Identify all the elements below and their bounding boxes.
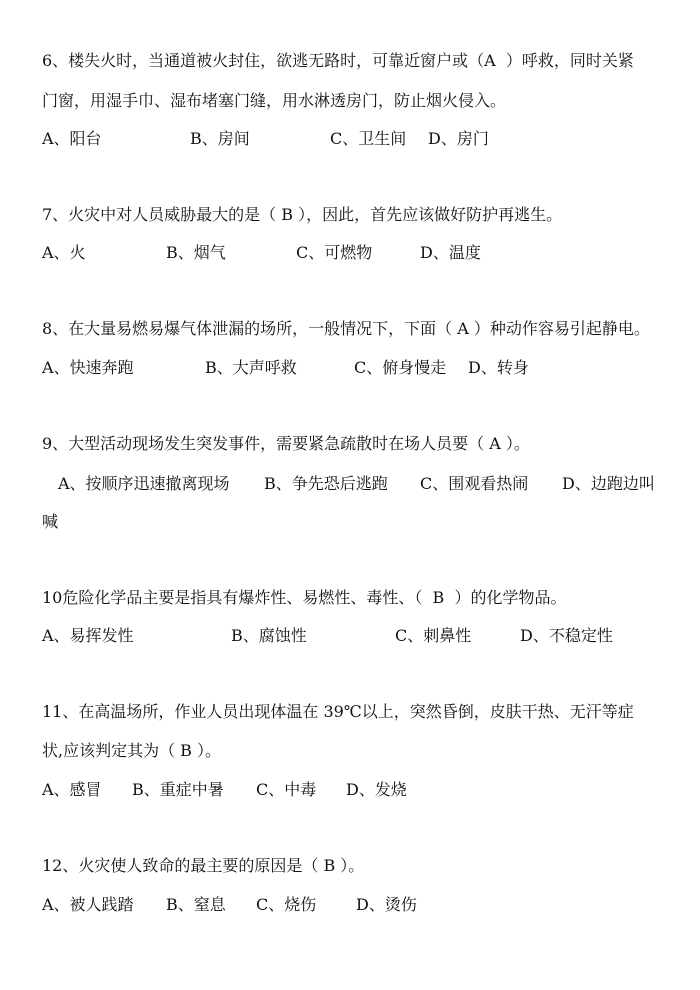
question-6-line-2: 门窗，用湿手巾、湿布堵塞门缝，用水淋透房门，防止烟火侵入。 [42, 91, 507, 110]
question-6-option-c: C、卫生间 [330, 129, 407, 148]
question-7-option-c: C、可燃物 [296, 243, 373, 262]
question-9-option-d-wrap: 喊 [42, 512, 59, 531]
question-9-option-a: A、按顺序迅速撤离现场 [58, 474, 230, 493]
question-9-line-1: 9、大型活动现场发生突发事件，需要紧急疏散时在场人员要（ A ）。 [42, 434, 530, 453]
question-7-line-1: 7、火灾中对人员威胁最大的是（ B ），因此，首先应该做好防护再逃生。 [42, 205, 563, 224]
question-9-option-c: C、围观看热闹 [420, 474, 529, 493]
question-10-option-c: C、刺鼻性 [395, 626, 472, 645]
question-6-option-b: B、房间 [190, 129, 250, 148]
question-12-option-d: D、烫伤 [356, 895, 417, 914]
question-12-option-c: C、烧伤 [256, 895, 317, 914]
question-12-line-1: 12、火灾使人致命的最主要的原因是（ B ）。 [42, 856, 365, 875]
question-12-option-b: B、窒息 [166, 895, 226, 914]
question-8-line-1: 8、在大量易燃易爆气体泄漏的场所，一般情况下，下面（ A ）种动作容易引起静电。 [42, 319, 650, 338]
question-6-line-1: 6、楼失火时，当通道被火封住，欲逃无路时，可靠近窗户或（A ）呼救，同时关紧 [42, 51, 634, 70]
question-11-option-c: C、中毒 [256, 780, 317, 799]
question-11-option-b: B、重症中暑 [132, 780, 224, 799]
question-11-option-d: D、发烧 [346, 780, 407, 799]
question-8-option-d: D、转身 [468, 358, 529, 377]
question-8-option-b: B、大声呼救 [205, 358, 297, 377]
question-7-option-d: D、温度 [420, 243, 481, 262]
question-10-option-d: D、不稳定性 [520, 626, 613, 645]
question-6-option-a: A、阳台 [42, 129, 102, 148]
question-7-option-a: A、火 [42, 243, 86, 262]
question-12-option-a: A、被人践踏 [42, 895, 134, 914]
question-11-line-2: 状,应该判定其为（ B ）。 [42, 741, 222, 760]
question-9-option-d: D、边跑边叫 [562, 474, 655, 493]
question-10-option-b: B、腐蚀性 [231, 626, 307, 645]
question-6-option-d: D、房门 [428, 129, 489, 148]
question-11-line-1: 11、在高温场所，作业人员出现体温在 39℃以上，突然昏倒，皮肤干热、无汗等症 [42, 702, 634, 721]
question-9-option-b: B、争先恐后逃跑 [264, 474, 388, 493]
question-7-option-b: B、烟气 [166, 243, 226, 262]
question-8-option-c: C、俯身慢走 [354, 358, 447, 377]
question-11-option-a: A、感冒 [42, 780, 102, 799]
question-10-option-a: A、易挥发性 [42, 626, 134, 645]
question-10-line-1: 10危险化学品主要是指具有爆炸性、易燃性、毒性、（ B ）的化学物品。 [42, 588, 567, 607]
question-8-option-a: A、快速奔跑 [42, 358, 134, 377]
